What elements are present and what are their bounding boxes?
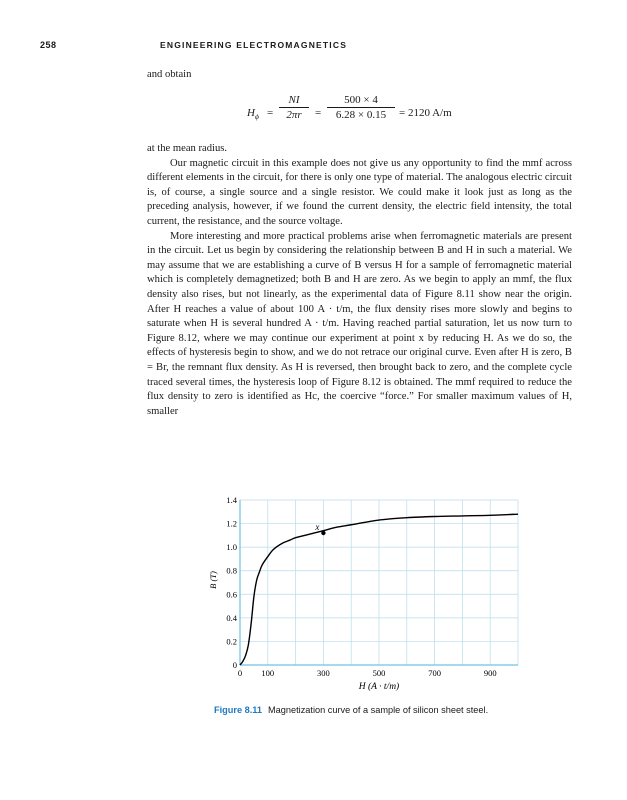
paragraph-magnetic-circuit: Our magnetic circuit in this example does not give us any opportunity to find the mmf across different elements in the circuit, for there is only one type of material. The analogous electric circuit is, of course, a single source and a single resistor. We could make it look just as long as the preceding analysis, however, if we found the current density, the electric field intensity, the total current, the resistance, and the source voltage. [147, 157, 572, 227]
fraction-numeric [327, 94, 395, 121]
frac2-denominator: 6.28 × 0.15 [335, 109, 387, 121]
y-tick-label-4: 0.8 [226, 565, 237, 576]
chart-x-axis-label: H (A · t/m) [358, 682, 400, 692]
point-x-label: x [315, 522, 320, 532]
fraction-ni-over-2pir [279, 94, 309, 121]
y-tick-label-0: 0 [232, 660, 237, 670]
frac1-bar [279, 107, 309, 108]
intro-line: and obtain [147, 69, 192, 80]
frac2-bar [327, 107, 395, 108]
y-tick-label-6: 1.2 [226, 518, 237, 529]
figure-caption [214, 704, 514, 717]
figure-magnetization-curve [200, 488, 530, 693]
x-tick-label-3: 500 [372, 668, 386, 678]
equation-h-phi [247, 94, 527, 134]
y-tick-label-1: 0.2 [226, 636, 237, 647]
caption-label: Figure 8.11 [214, 705, 263, 715]
x-tick-label-1: 100 [261, 668, 275, 678]
chart-y-axis-label: B (T) [208, 571, 218, 589]
equals-sign-2: = [315, 107, 322, 119]
x-tick-label-4: 700 [428, 668, 441, 678]
equation-lhs [247, 107, 259, 121]
frac1-numerator: NI [288, 94, 300, 106]
frac2-numerator: 500 × 4 [344, 94, 378, 106]
frac1-denominator: 2πr [286, 109, 302, 121]
eq-lhs-symbol: H [247, 107, 255, 119]
running-head: ENGINEERING ELECTROMAGNETICS [160, 40, 348, 50]
y-tick-label-3: 0.6 [226, 589, 237, 600]
point-x-marker [321, 531, 325, 535]
y-tick-label-2: 0.4 [226, 612, 237, 623]
y-tick-label-7: 1.4 [226, 495, 237, 505]
intro-text-block [147, 68, 572, 83]
page-number: 258 [40, 40, 57, 50]
paragraph-mean-radius: at the mean radius. [147, 143, 228, 154]
equation-result: = 2120 A/m [399, 107, 452, 119]
equals-sign-1: = [267, 107, 274, 119]
body-text-block [147, 142, 572, 419]
x-tick-label-0: 0 [237, 668, 243, 678]
eq-lhs-subscript: ϕ [254, 112, 259, 122]
y-tick-label-5: 1.0 [226, 542, 237, 553]
chart-svg [200, 488, 530, 693]
paragraph-ferromagnetic: More interesting and more practical problems arise when ferromagnetic materials are present in the circuit. Let us begin by considering the relationship between B and H in such a material. We may assume that we are establishing a curve of B versus H for a sample of ferromagnetic material which is completely demagnetized; both B and H are zero. As we begin to apply an mmf, the flux density also rises, but not linearly, as the experimental data of Figure 8.11 show near the origin. After H reaches a value of about 100 A · t/m, the flux density rises more slowly and begins to saturate when H is several hundred A · t/m. Having reached partial saturation, let us now turn to Figure 8.12, where we may continue our experiment at point x by reducing H. As we do so, the effects of hysteresis begin to show, and we do not retrace our original curve. Even after H is zero, B = Br, the remnant flux density. As H is reversed, then brought back to zero, and the complete cycle traced several times, the hysteresis loop of Figure 8.12 is obtained. The mmf required to reduce the flux density to zero is identified as Hc, the coercive “force.” For smaller maximum values of H, smaller [147, 230, 572, 417]
x-tick-label-5: 900 [483, 668, 497, 678]
chart-grid [240, 500, 518, 665]
caption-text: Magnetization curve of a sample of silicon sheet steel. [268, 705, 489, 715]
x-tick-label-2: 300 [317, 668, 330, 678]
